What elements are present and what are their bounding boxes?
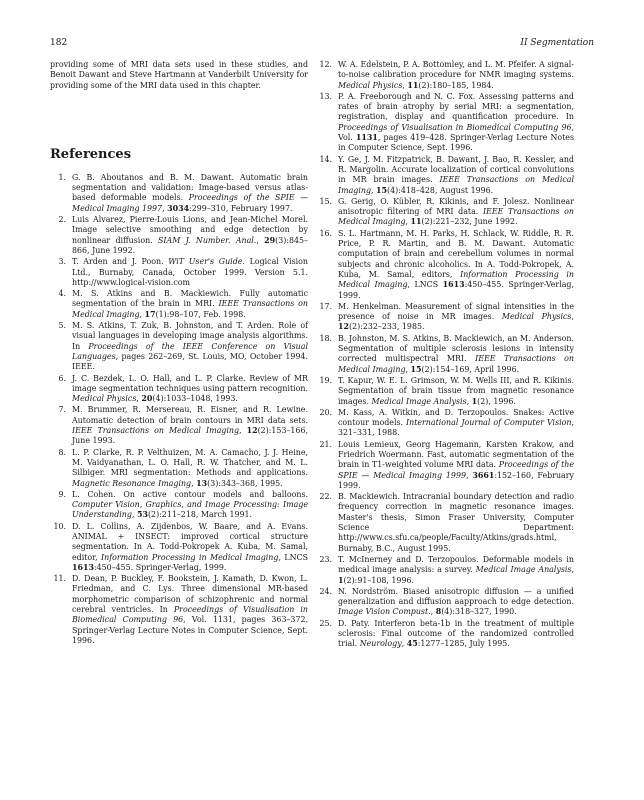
reference-item <box>316 302 574 333</box>
reference-text: M. S. Atkins, T. Zuk, B. Johnston, and T. Arden. Role of visual languages in developing image analysis algorithms. In Proceedings of the IEEE Conference on Visual Languages, pages 262–269, St. Louis, MO, October 1994. IEEE. <box>72 321 308 372</box>
references-list-right <box>316 60 574 650</box>
reference-item <box>316 197 574 228</box>
reference-number: 14. <box>319 154 332 164</box>
reference-number: 15. <box>319 196 332 206</box>
reference-item <box>316 619 574 650</box>
reference-number: 4. <box>58 289 66 299</box>
references-heading: References <box>50 146 132 162</box>
reference-item <box>316 92 574 154</box>
reference-number: 16. <box>319 228 332 238</box>
left-column <box>50 60 308 647</box>
reference-item <box>50 574 308 646</box>
reference-text: G. Gerig, O. Kübler, R. Kikinis, and F. Jolesz. Nonlinear anisotropic filtering of MRI data. IEEE Transactions on Medical Imaging, 11(2):221–232, June 1992. <box>338 196 574 227</box>
reference-item <box>50 405 308 446</box>
reference-item <box>316 155 574 196</box>
reference-item <box>316 492 574 554</box>
reference-item <box>50 289 308 320</box>
reference-item <box>50 173 308 214</box>
reference-item <box>316 334 574 375</box>
reference-number: 23. <box>319 554 332 564</box>
reference-item <box>316 229 574 301</box>
reference-item <box>316 408 574 439</box>
reference-number: 17. <box>319 301 332 311</box>
reference-text: S. L. Hartmann, M. H. Parks, H. Schlack, W. Riddle, R. R. Price, P. R. Martin, and B. M. Dawant. Automatic computation of brain and cerebellum volumes in normal subjects and chronic alcoholics. In A. Todd-Pokropek, A. Kuba, M. Samal, editors, Information Processing in Medical Imaging, LNCS 1613:450–455. Springer-Verlag, 1999. <box>338 228 575 300</box>
reference-text: Y. Ge, J. M. Fitzpatrick, B. Dawant, J. Bao, R. Kessler, and R. Margolin. Accurate localization of cortical convolutions in MR brain images. IEEE Transactions on Medical Imaging, 15(4):418–428, August 1996. <box>338 154 575 195</box>
reference-number: 3. <box>58 257 66 267</box>
reference-number: 2. <box>58 215 66 225</box>
reference-item <box>316 587 574 618</box>
reference-number: 8. <box>58 447 66 457</box>
reference-text: M. Henkelman. Measurement of signal intensities in the presence of noise in MR images. Medical Physics, 12(2):232–233, 1985. <box>338 301 574 332</box>
running-head: II Segmentation <box>520 38 594 48</box>
reference-item <box>50 257 308 288</box>
reference-item <box>316 555 574 586</box>
reference-text: L. Cohen. On active contour models and balloons. Computer Vision, Graphics, and Image Processing: Image Understanding, 53(2):211–218, March 1991. <box>72 489 308 520</box>
reference-number: 21. <box>319 439 332 449</box>
reference-number: 20. <box>319 407 332 417</box>
reference-text: N. Nordström. Biased anisotropic diffusion — a unified generalization and diffusion aapproach to edge detection. Image Vision Compust., 8(4):318–327, 1990. <box>338 586 574 617</box>
reference-text: T. McInerney and D. Terzopoulos. Deformable models in medical image analysis: a survey. Medical Image Analysis, 1(2):91–108, 1996. <box>338 554 574 585</box>
reference-item <box>50 448 308 489</box>
reference-text: D. Paty. Interferon beta-1b in the treatment of multiple sclerosis: Final outcome of the randomized controlled trial. Neurology, 45:1277–1285, July 1995. <box>338 618 574 649</box>
reference-number: 11. <box>53 574 66 584</box>
reference-text: G. B. Aboutanos and B. M. Dawant. Automatic brain segmentation and validation: Image-based versus atlas-based deformable models. Proceedings of the SPIE — Medical Imaging 1997, 3034:299–310, February 1997. <box>72 172 308 213</box>
reference-text: P. A. Freeborough and N. C. Fox. Assessing patterns and rates of brain atrophy by serial MRI: a segmentation, registration, display and quantification procedure. In Proceedings of Visualisation in Biomedical Computing 96, Vol. 1131, pages 419–428. Springer-Verlag Lecture Notes in Computer Science, Sept. 1996. <box>338 91 574 153</box>
acknowledgment-text: providing some of MRI data sets used in these studies, and Benoit Dawant and Steve Hartmann at Vanderbilt University for providing some of the MRI data used in this chapter. <box>50 60 308 90</box>
reference-text: Louis Lemieux, Georg Hagemann, Karsten Krakow, and Friedrich Woermann. Fast, automatic segmentation of the brain in T1-weighted volume MRI data. Proceedings of the SPIE — Medical Imaging 1999, 3661:152–160, February 1999. <box>338 439 574 490</box>
page-number: 182 <box>50 38 68 48</box>
reference-item <box>50 490 308 521</box>
reference-number: 10. <box>53 521 66 531</box>
reference-text: M. Kass, A. Witkin, and D. Terzopoulos. Snakes: Active contour models. International Journal of Computer Vision, 321–331, 1988. <box>338 407 574 438</box>
reference-number: 18. <box>319 333 332 343</box>
reference-text: Luis Alvarez, Pierre-Louis Lions, and Jean-Michel Morel. Image selective smoothing and edge detection by nonlinear diffusion. SIAM J. Number. Anal., 29(3):845–866, June 1992. <box>72 215 308 255</box>
reference-number: 24. <box>319 586 332 596</box>
reference-number: 1. <box>58 172 66 182</box>
reference-item <box>50 374 308 405</box>
reference-text: D. Dean, P. Buckley, F. Bookstein, J. Kamath, D. Kwon, L. Friedman, and C. Lys. Three dimensional MR-based morphometric comparison of schizophrenic and normal cerebral ventricles. In Proceedings of Visualisation in Biomedical Computing 96, Vol. 1131, pages 363–372. Springer-Verlag Lecture Notes in Computer Science, Sept. 1996. <box>72 574 308 645</box>
reference-number: 12. <box>319 60 332 69</box>
reference-number: 25. <box>319 618 332 628</box>
reference-text: B. Mackiewich. Intracranial boundary detection and radio frequency correction in magnetic resonance images. Master's thesis, Simon Fraser University, Computer Science Department: http://www.cs.sfu.ca/people/Faculty/Atkins/grads.html, Burnaby, B.C., August 1995. <box>338 492 574 553</box>
reference-number: 5. <box>58 321 66 331</box>
reference-number: 6. <box>58 373 66 383</box>
reference-item <box>50 321 308 372</box>
reference-item <box>316 440 574 491</box>
right-column <box>316 60 574 651</box>
reference-item <box>50 215 308 256</box>
reference-text: D. L. Collins, A. Zijdenbos, W. Baare, and A. Evans. ANIMAL + INSECT: improved cortical structure segmentation. In A. Todd-Pokropek A. Kuba, M. Samal, editor, Information Processing in Medical Imaging, LNCS 1613:450–455. Springer-Verlag, 1999. <box>72 521 308 572</box>
page-header <box>50 38 594 52</box>
reference-number: 19. <box>319 375 332 385</box>
reference-text: B. Johnston, M. S. Atkins, B. Mackiewich, an M. Anderson. Segmentation of multiple sclerosis lesions in intensity corrected multispectral MRI. IEEE Transactions on Medical Imaging, 15(2):154–169, April 1996. <box>338 333 574 374</box>
reference-item <box>316 60 574 91</box>
reference-number: 22. <box>319 492 332 502</box>
reference-text: J. C. Bezdek, L. O. Hall, and L. P. Clarke. Review of MR image segmentation techniques using pattern recognition. Medical Physics, 20(4):1033–1048, 1993. <box>72 373 308 404</box>
reference-text: T. Kapur, W. E. L. Grimson, W. M. Wells III, and R. Kikinis. Segmentation of brain tissue from magnetic resonance images. Medical Image Analysis, 1(2), 1996. <box>338 375 574 406</box>
reference-text: W. A. Edelstein, P. A. Bottomley, and L. M. Pfeifer. A signal-to-noise calibration procedure for NMR imaging systems. Medical Physics, 11(2):180–185, 1984. <box>338 60 574 90</box>
reference-number: 9. <box>58 489 66 499</box>
reference-text: T. Arden and J. Poon. WiT User's Guide. Logical Vision Ltd., Burnaby, Canada, October 1999. Version 5.1. http://www.logical-vision.com <box>72 257 309 287</box>
reference-number: 7. <box>58 405 66 415</box>
reference-text: L. P. Clarke, R. P. Velthuizen, M. A. Camacho, J. J. Heine, M. Vaidyanathan, L. O. Hall, R. W. Thatcher, and M. L. Silbiger. MRI segmentation: Methods and applications. Magnetic Resonance Imaging, 13(3):343–368, 1995. <box>72 447 308 488</box>
reference-number: 13. <box>319 91 332 101</box>
reference-text: M. Brummer, R. Mersereau, R. Eisner, and R. Lewine. Automatic detection of brain contours in MRI data sets. IEEE Transactions on Medical Imaging, 12(2):153–166, June 1993. <box>72 405 308 446</box>
reference-item <box>50 522 308 573</box>
reference-text: M. S. Atkins and B. Mackiewich. Fully automatic segmentation of the brain in MRI. IEEE Transactions on Medical Imaging, 17(1):98–107, Feb. 1998. <box>72 289 308 319</box>
references-list-left <box>50 173 308 646</box>
reference-item <box>316 376 574 407</box>
